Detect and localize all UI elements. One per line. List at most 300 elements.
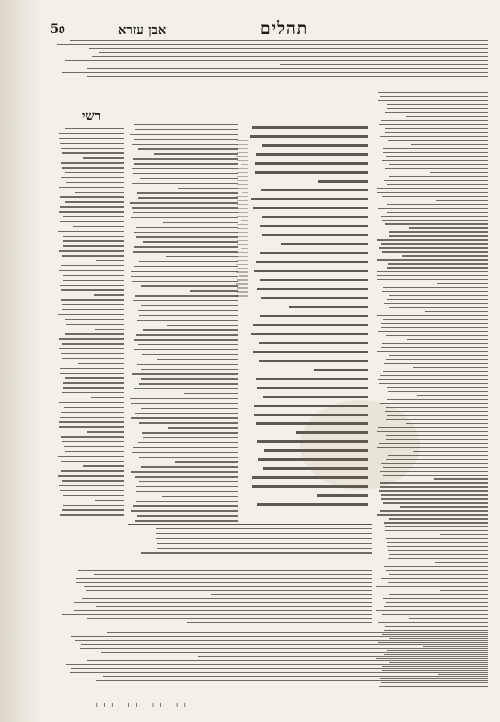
text-line bbox=[87, 76, 488, 77]
text-line bbox=[237, 260, 248, 261]
text-line bbox=[378, 331, 488, 332]
text-line bbox=[435, 562, 488, 563]
text-line bbox=[388, 550, 488, 551]
text-line bbox=[65, 451, 124, 452]
text-line bbox=[380, 510, 488, 511]
text-line bbox=[253, 351, 368, 354]
text-line bbox=[58, 475, 124, 476]
text-line bbox=[60, 143, 124, 144]
text-line bbox=[385, 132, 488, 133]
rashi-column bbox=[58, 128, 124, 520]
text-line bbox=[87, 618, 372, 619]
text-line bbox=[154, 153, 238, 154]
text-line bbox=[139, 315, 238, 316]
text-line bbox=[381, 347, 488, 348]
text-line bbox=[237, 180, 248, 181]
text-line bbox=[376, 610, 488, 611]
text-line bbox=[143, 329, 238, 330]
text-line bbox=[381, 243, 488, 244]
text-line bbox=[134, 139, 238, 140]
text-line bbox=[61, 177, 124, 178]
text-line bbox=[434, 478, 488, 479]
text-line bbox=[241, 220, 248, 221]
ibn-ezra-column bbox=[376, 92, 488, 692]
text-line bbox=[60, 417, 124, 418]
text-line bbox=[381, 327, 488, 328]
text-line bbox=[262, 234, 368, 237]
text-line bbox=[385, 112, 488, 113]
text-line bbox=[92, 56, 488, 57]
text-line bbox=[81, 644, 488, 645]
text-line bbox=[62, 343, 124, 344]
text-line bbox=[143, 241, 238, 242]
text-line bbox=[386, 407, 488, 408]
text-line bbox=[87, 660, 488, 661]
text-line bbox=[60, 196, 124, 197]
text-line bbox=[63, 495, 124, 496]
text-line bbox=[237, 204, 248, 205]
text-line bbox=[389, 554, 488, 555]
text-line bbox=[378, 100, 488, 101]
text-line bbox=[139, 457, 238, 458]
text-line bbox=[387, 104, 488, 105]
text-line bbox=[389, 235, 488, 236]
text-line bbox=[257, 387, 368, 390]
text-line bbox=[314, 369, 368, 372]
text-line bbox=[62, 152, 124, 153]
text-line bbox=[250, 135, 368, 138]
text-line bbox=[237, 268, 248, 269]
text-line bbox=[388, 558, 488, 559]
text-line bbox=[94, 294, 124, 295]
text-line bbox=[436, 200, 488, 201]
bottom-notes-block bbox=[60, 632, 488, 684]
text-line bbox=[131, 403, 238, 404]
text-line bbox=[440, 590, 488, 591]
text-line bbox=[385, 626, 488, 627]
text-line bbox=[380, 96, 488, 97]
text-line bbox=[236, 196, 248, 197]
text-line bbox=[131, 510, 238, 511]
text-line bbox=[133, 447, 238, 448]
text-line bbox=[237, 144, 248, 145]
text-line bbox=[406, 116, 488, 117]
text-line bbox=[80, 648, 488, 649]
text-line bbox=[133, 212, 238, 213]
text-line bbox=[263, 396, 368, 399]
text-line bbox=[388, 582, 488, 583]
text-line bbox=[417, 395, 488, 396]
inner-commentary-column bbox=[130, 124, 238, 524]
text-line bbox=[380, 375, 488, 376]
text-line bbox=[136, 227, 238, 228]
text-line bbox=[95, 500, 124, 501]
text-line bbox=[237, 172, 248, 173]
text-line bbox=[440, 534, 488, 535]
text-line bbox=[134, 163, 238, 164]
text-line bbox=[386, 156, 488, 157]
text-line bbox=[135, 520, 238, 521]
text-line bbox=[255, 171, 368, 174]
text-line bbox=[387, 212, 488, 213]
text-line bbox=[132, 452, 238, 453]
text-line bbox=[138, 148, 238, 149]
text-line bbox=[132, 207, 238, 208]
text-line bbox=[166, 256, 238, 257]
bottom-targum-block bbox=[128, 528, 372, 558]
text-line bbox=[377, 514, 488, 515]
text-line bbox=[134, 266, 238, 267]
text-line bbox=[57, 44, 488, 45]
text-line bbox=[411, 144, 488, 145]
text-line bbox=[377, 259, 488, 260]
text-line bbox=[60, 368, 124, 369]
text-line bbox=[63, 216, 124, 217]
text-line bbox=[389, 355, 488, 356]
text-line bbox=[132, 168, 238, 169]
text-line bbox=[383, 371, 488, 372]
text-line bbox=[62, 358, 124, 359]
text-line bbox=[132, 373, 238, 374]
text-line bbox=[259, 360, 368, 363]
text-line bbox=[255, 162, 368, 165]
text-line bbox=[141, 408, 238, 409]
text-line bbox=[132, 281, 238, 282]
text-line bbox=[281, 243, 368, 246]
text-line bbox=[141, 305, 238, 306]
text-line bbox=[133, 158, 238, 159]
text-line bbox=[237, 240, 248, 241]
text-line bbox=[384, 363, 488, 364]
text-line bbox=[61, 353, 124, 354]
text-line bbox=[388, 140, 488, 141]
verse-markers bbox=[236, 140, 248, 500]
text-line bbox=[137, 320, 238, 321]
text-line bbox=[63, 505, 124, 506]
text-line bbox=[141, 369, 238, 370]
text-line bbox=[385, 168, 488, 169]
text-line bbox=[61, 162, 124, 163]
text-line bbox=[156, 538, 372, 539]
text-line bbox=[388, 263, 488, 264]
text-line bbox=[62, 509, 124, 510]
text-line bbox=[385, 526, 488, 527]
text-line bbox=[377, 279, 488, 280]
text-line bbox=[60, 221, 124, 222]
text-line bbox=[389, 574, 488, 575]
text-line bbox=[237, 287, 248, 288]
text-line bbox=[101, 652, 488, 653]
text-line bbox=[236, 256, 248, 257]
text-line bbox=[83, 465, 124, 466]
text-line bbox=[59, 348, 124, 349]
text-line bbox=[138, 442, 238, 443]
text-line bbox=[61, 265, 124, 266]
text-line bbox=[184, 393, 238, 394]
text-line bbox=[138, 197, 238, 198]
text-line bbox=[385, 223, 488, 224]
text-line bbox=[382, 160, 488, 161]
text-line bbox=[260, 315, 368, 318]
text-line bbox=[61, 299, 124, 300]
text-line bbox=[65, 201, 124, 202]
text-line bbox=[107, 632, 488, 633]
text-line bbox=[317, 494, 368, 497]
text-line bbox=[239, 275, 248, 276]
text-line bbox=[389, 307, 488, 308]
text-line bbox=[175, 461, 238, 462]
text-line bbox=[141, 552, 372, 553]
text-line bbox=[62, 614, 372, 615]
text-line bbox=[380, 486, 488, 487]
text-line bbox=[379, 124, 488, 125]
text-line bbox=[382, 343, 488, 344]
text-line bbox=[236, 271, 248, 272]
paper-stain bbox=[300, 400, 420, 490]
text-line bbox=[65, 377, 124, 378]
text-line bbox=[387, 542, 488, 543]
text-line bbox=[138, 310, 238, 311]
text-line bbox=[383, 502, 488, 503]
text-line bbox=[58, 231, 124, 232]
text-line bbox=[236, 148, 248, 149]
text-line bbox=[237, 236, 248, 237]
text-line bbox=[378, 622, 488, 623]
text-line bbox=[382, 291, 488, 292]
text-line bbox=[425, 311, 488, 312]
text-line bbox=[137, 515, 238, 516]
text-line bbox=[65, 319, 124, 320]
text-line bbox=[130, 202, 238, 203]
text-line bbox=[62, 255, 124, 256]
text-line bbox=[131, 217, 238, 218]
text-line bbox=[63, 240, 124, 241]
text-line bbox=[87, 68, 488, 69]
text-line bbox=[60, 373, 124, 374]
text-line bbox=[59, 426, 124, 427]
text-line bbox=[211, 594, 372, 595]
text-line bbox=[133, 300, 238, 301]
text-line bbox=[62, 392, 124, 393]
text-line bbox=[139, 383, 238, 384]
text-line bbox=[157, 359, 238, 360]
text-line bbox=[384, 180, 488, 181]
text-line bbox=[237, 291, 248, 292]
commentary-running-title: אבן עזרא bbox=[118, 23, 167, 38]
text-line bbox=[59, 133, 124, 134]
text-line bbox=[381, 120, 488, 121]
text-line bbox=[380, 136, 488, 137]
text-line bbox=[377, 192, 488, 193]
text-line bbox=[386, 602, 488, 603]
text-line bbox=[380, 403, 488, 404]
text-line bbox=[378, 379, 488, 380]
folio-number: 5𝔬 bbox=[50, 22, 65, 37]
text-line bbox=[136, 486, 238, 487]
text-line bbox=[260, 252, 368, 255]
text-line bbox=[157, 548, 372, 549]
bottom-commentary-block bbox=[60, 570, 372, 626]
text-line bbox=[134, 349, 238, 350]
text-line bbox=[381, 498, 488, 499]
text-line bbox=[237, 160, 248, 161]
text-line bbox=[65, 172, 124, 173]
text-line bbox=[237, 184, 248, 185]
text-line bbox=[236, 156, 248, 157]
text-line bbox=[190, 290, 238, 291]
text-line bbox=[389, 518, 488, 519]
text-line bbox=[157, 543, 372, 544]
text-line bbox=[236, 295, 248, 296]
text-line bbox=[78, 363, 124, 364]
separator-rule bbox=[128, 524, 372, 525]
text-line bbox=[376, 586, 488, 587]
text-line bbox=[137, 192, 238, 193]
text-line bbox=[134, 232, 238, 233]
text-line bbox=[74, 610, 372, 611]
text-line bbox=[132, 183, 238, 184]
text-line bbox=[66, 664, 488, 665]
text-line bbox=[95, 329, 124, 330]
text-line bbox=[236, 283, 248, 284]
text-line bbox=[83, 157, 124, 158]
text-line bbox=[70, 672, 488, 673]
text-line bbox=[135, 129, 238, 130]
text-line bbox=[386, 570, 488, 571]
text-line bbox=[66, 182, 124, 183]
text-line bbox=[262, 216, 368, 219]
text-line bbox=[63, 275, 124, 276]
page-signature: ᴵᴵᴵ ᴵᴵ ᴵᴵ ᴵᴵ bbox=[96, 703, 192, 713]
text-line bbox=[256, 378, 368, 381]
text-line bbox=[377, 271, 488, 272]
text-line bbox=[382, 196, 488, 197]
text-line bbox=[383, 148, 488, 149]
text-line bbox=[62, 309, 124, 310]
text-line bbox=[237, 168, 248, 169]
text-line bbox=[76, 578, 372, 579]
text-line bbox=[96, 680, 488, 681]
text-line bbox=[387, 204, 488, 205]
text-line bbox=[61, 461, 124, 462]
text-line bbox=[384, 522, 488, 523]
text-line bbox=[135, 295, 238, 296]
text-line bbox=[406, 423, 488, 424]
text-line bbox=[59, 421, 124, 422]
text-line bbox=[156, 533, 372, 534]
text-line bbox=[75, 640, 488, 641]
text-line bbox=[84, 586, 372, 587]
text-line bbox=[60, 206, 124, 207]
text-line bbox=[131, 417, 238, 418]
text-line bbox=[133, 173, 238, 174]
text-line bbox=[62, 304, 124, 305]
text-line bbox=[142, 354, 238, 355]
text-line bbox=[141, 378, 238, 379]
text-line bbox=[94, 574, 372, 575]
text-line bbox=[382, 251, 488, 252]
text-line bbox=[385, 128, 488, 129]
text-line bbox=[142, 432, 238, 433]
text-line bbox=[386, 335, 488, 336]
text-line bbox=[378, 92, 488, 93]
text-line bbox=[256, 261, 368, 264]
text-line bbox=[237, 140, 248, 141]
text-line bbox=[389, 295, 488, 296]
text-line bbox=[131, 471, 238, 472]
text-line bbox=[379, 383, 488, 384]
text-line bbox=[132, 144, 238, 145]
text-line bbox=[60, 490, 124, 491]
text-line bbox=[62, 167, 124, 168]
text-line bbox=[96, 606, 372, 607]
text-line bbox=[237, 252, 248, 253]
text-line bbox=[134, 246, 238, 247]
text-line bbox=[318, 180, 368, 183]
text-line bbox=[58, 456, 124, 457]
text-line bbox=[254, 270, 368, 273]
text-line bbox=[65, 128, 124, 129]
text-line bbox=[382, 614, 488, 615]
text-line bbox=[236, 264, 248, 265]
text-line bbox=[381, 216, 488, 217]
text-line bbox=[163, 222, 238, 223]
text-line bbox=[99, 52, 488, 53]
text-line bbox=[381, 323, 488, 324]
text-line bbox=[437, 283, 488, 284]
text-line bbox=[134, 388, 238, 389]
text-line bbox=[139, 261, 238, 262]
text-line bbox=[385, 530, 488, 531]
text-line bbox=[59, 338, 124, 339]
text-line bbox=[236, 232, 248, 233]
text-line bbox=[64, 407, 124, 408]
text-line bbox=[60, 514, 124, 515]
text-line bbox=[253, 324, 368, 327]
text-line bbox=[389, 231, 488, 232]
text-line bbox=[402, 255, 488, 256]
text-line bbox=[63, 382, 124, 383]
text-line bbox=[131, 276, 238, 277]
text-line bbox=[78, 570, 372, 571]
text-line bbox=[82, 598, 372, 599]
text-line bbox=[96, 260, 124, 261]
text-line bbox=[59, 187, 124, 188]
text-line bbox=[135, 413, 238, 414]
text-line bbox=[257, 288, 368, 291]
text-line bbox=[259, 342, 368, 345]
text-line bbox=[71, 636, 488, 637]
text-line bbox=[260, 225, 368, 228]
text-line bbox=[407, 339, 488, 340]
text-line bbox=[61, 470, 124, 471]
text-line bbox=[62, 480, 124, 481]
text-line bbox=[59, 250, 124, 251]
text-line bbox=[64, 446, 124, 447]
text-line bbox=[389, 594, 488, 595]
text-line bbox=[59, 138, 124, 139]
text-line bbox=[167, 325, 238, 326]
text-line bbox=[136, 501, 238, 502]
text-line bbox=[139, 422, 238, 423]
text-line bbox=[135, 476, 238, 477]
text-line bbox=[198, 656, 488, 657]
text-line bbox=[143, 437, 238, 438]
text-line bbox=[62, 72, 488, 73]
text-line bbox=[386, 359, 488, 360]
text-line bbox=[162, 496, 238, 497]
text-line bbox=[73, 226, 124, 227]
